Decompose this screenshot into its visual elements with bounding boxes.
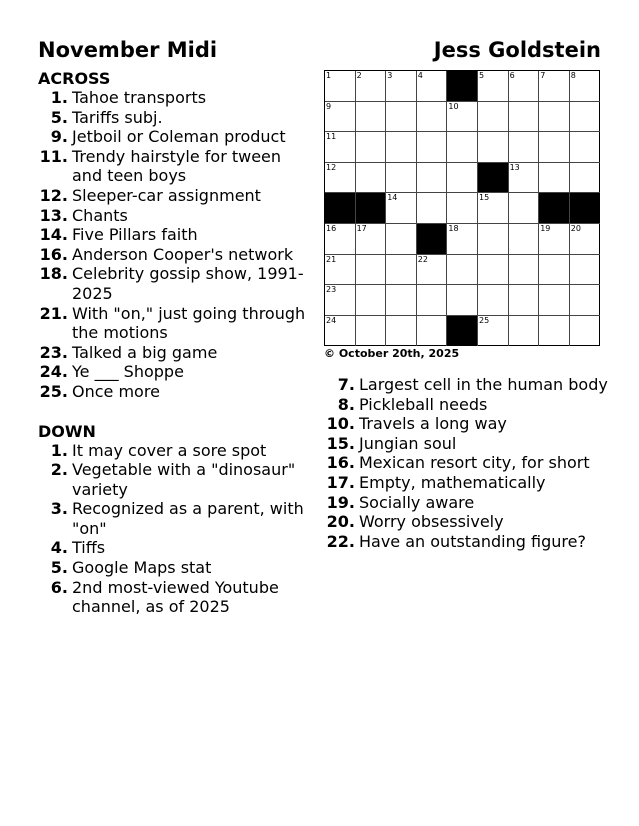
- clue-item: [38, 264, 313, 303]
- clue-number: 5.: [50, 558, 68, 578]
- clue-text: Socially aware: [359, 492, 475, 512]
- clue-number: 6.: [50, 577, 68, 597]
- clue-number: 3.: [50, 499, 68, 519]
- grid-cell[interactable]: [539, 224, 570, 255]
- grid-block: [478, 163, 509, 194]
- clue-number: 4.: [50, 538, 68, 558]
- clue-text: Google Maps stat: [72, 558, 212, 578]
- grid-cell[interactable]: [539, 102, 570, 133]
- clue-number: 11.: [39, 146, 68, 166]
- cell-number: 3: [387, 71, 393, 80]
- grid-cell[interactable]: [325, 71, 356, 102]
- clue-text: Pickleball needs: [359, 394, 488, 414]
- grid-cell[interactable]: [447, 255, 478, 286]
- clue-number: 21.: [39, 303, 68, 323]
- clue-number: 15.: [326, 433, 355, 453]
- clue-item: [38, 460, 313, 499]
- clue-text: 2nd most-viewed Youtube channel, as of 2025: [72, 577, 279, 617]
- clue-text: Anderson Cooper's network: [72, 244, 294, 264]
- clue-item: [38, 343, 313, 363]
- clue-text: It may cover a sore spot: [72, 440, 267, 460]
- cell-number: 2: [356, 71, 362, 80]
- clue-text: With "on," just going through the motions: [72, 303, 306, 343]
- cell-number: 12: [326, 162, 337, 172]
- grid-block: [447, 71, 478, 102]
- clue-text: Five Pillars faith: [72, 225, 198, 245]
- grid-block: [356, 193, 387, 224]
- clue-text: Tariffs subj.: [72, 107, 163, 127]
- cell-number: 9: [326, 101, 332, 111]
- cell-number: 20: [570, 224, 581, 233]
- clue-item: [325, 375, 610, 395]
- clue-item: [38, 245, 313, 265]
- cell-number: 24: [326, 315, 337, 325]
- clue-item: [38, 127, 313, 147]
- cell-number: 5: [479, 71, 485, 80]
- clue-item: [325, 532, 610, 552]
- clue-item: [325, 434, 610, 454]
- cell-number: 21: [326, 254, 337, 264]
- clue-number: 13.: [39, 205, 68, 225]
- grid-cell[interactable]: [447, 132, 478, 163]
- clue-number: 5.: [50, 107, 68, 127]
- grid-cell[interactable]: [356, 316, 387, 347]
- clue-item: [38, 88, 313, 108]
- clue-number: 9.: [50, 127, 68, 147]
- grid-cell[interactable]: [570, 285, 601, 316]
- down-heading: DOWN: [38, 421, 96, 441]
- cell-number: 19: [540, 224, 551, 233]
- grid-cell[interactable]: [570, 255, 601, 286]
- grid-cell[interactable]: [325, 132, 356, 163]
- grid-cell[interactable]: [509, 224, 540, 255]
- grid-cell[interactable]: [509, 255, 540, 286]
- grid-block: [570, 193, 601, 224]
- clue-number: 16.: [39, 244, 68, 264]
- grid-cell[interactable]: [325, 285, 356, 316]
- grid-cell[interactable]: [447, 163, 478, 194]
- cell-number: 25: [479, 315, 490, 325]
- grid-cell[interactable]: [386, 163, 417, 194]
- clue-number: 18.: [39, 264, 68, 284]
- grid-cell[interactable]: [325, 255, 356, 286]
- grid-cell[interactable]: [478, 71, 509, 102]
- clue-item: [325, 512, 610, 532]
- grid-cell[interactable]: [356, 224, 387, 255]
- clue-number: 1.: [50, 88, 68, 107]
- clue-item: [38, 499, 313, 538]
- clue-item: [325, 395, 610, 415]
- clue-item: [38, 108, 313, 128]
- cell-number: 7: [540, 71, 546, 80]
- grid-cell[interactable]: [386, 102, 417, 133]
- clue-item: [38, 304, 313, 343]
- clue-number: 10.: [326, 414, 355, 434]
- clue-item: [38, 382, 313, 402]
- grid-cell[interactable]: [386, 255, 417, 286]
- clue-text: Empty, mathematically: [359, 472, 546, 492]
- cell-number: 1: [326, 71, 332, 80]
- clue-number: 20.: [326, 512, 355, 532]
- grid-cell[interactable]: [447, 102, 478, 133]
- grid-cell[interactable]: [570, 316, 601, 347]
- clue-item: [325, 414, 610, 434]
- grid-cell[interactable]: [417, 71, 448, 102]
- grid-cell[interactable]: [509, 285, 540, 316]
- clue-text: Travels a long way: [359, 414, 507, 434]
- clue-text: Tiffs: [72, 538, 106, 558]
- clues-right-column: [325, 375, 610, 551]
- grid-cell[interactable]: [509, 163, 540, 194]
- grid-cell[interactable]: [509, 193, 540, 224]
- grid-cell[interactable]: [356, 71, 387, 102]
- grid-cell[interactable]: [386, 193, 417, 224]
- grid-cell[interactable]: [386, 224, 417, 255]
- grid-cell[interactable]: [478, 132, 509, 163]
- grid-block: [539, 193, 570, 224]
- clue-item: [325, 473, 610, 493]
- clue-number: 23.: [39, 342, 68, 362]
- clue-text: Have an outstanding figure?: [359, 531, 586, 551]
- cell-number: 22: [417, 254, 428, 264]
- grid-cell[interactable]: [325, 102, 356, 133]
- clue-number: 7.: [337, 375, 355, 394]
- grid-cell[interactable]: [417, 193, 448, 224]
- grid-cell[interactable]: [570, 102, 601, 133]
- grid-block: [325, 193, 356, 224]
- grid-cell[interactable]: [570, 224, 601, 255]
- down-clue-list-continued: [325, 375, 610, 551]
- grid-cell[interactable]: [570, 71, 601, 102]
- copyright-notice: © October 20th, 2025: [324, 347, 460, 360]
- grid-cell[interactable]: [478, 102, 509, 133]
- grid-cell[interactable]: [417, 102, 448, 133]
- grid-cell[interactable]: [478, 255, 509, 286]
- grid-cell[interactable]: [539, 71, 570, 102]
- clue-text: Trendy hairstyle for tween and teen boys: [72, 146, 282, 186]
- grid-cell[interactable]: [478, 193, 509, 224]
- cell-number: 10: [448, 101, 459, 111]
- grid-cell[interactable]: [417, 316, 448, 347]
- grid-cell[interactable]: [539, 132, 570, 163]
- cell-number: 11: [326, 132, 337, 142]
- puzzle-title: November Midi: [38, 38, 218, 62]
- clue-number: 2.: [50, 460, 68, 480]
- grid-cell[interactable]: [417, 132, 448, 163]
- clue-number: 16.: [326, 453, 355, 473]
- clue-item: [38, 147, 313, 186]
- grid-cell[interactable]: [417, 163, 448, 194]
- clue-item: [38, 225, 313, 245]
- grid-cell[interactable]: [325, 316, 356, 347]
- clue-item: [38, 206, 313, 226]
- clue-text: Vegetable with a "dinosaur" variety: [72, 460, 296, 499]
- down-clue-list: [38, 441, 313, 617]
- clue-text: Mexican resort city, for short: [359, 453, 590, 473]
- cell-number: 6: [509, 71, 515, 80]
- grid-cell[interactable]: [509, 71, 540, 102]
- clue-number: 1.: [50, 440, 68, 460]
- cell-number: 14: [387, 193, 398, 203]
- grid-cell[interactable]: [356, 132, 387, 163]
- clue-number: 25.: [39, 381, 68, 401]
- clue-item: [38, 186, 313, 206]
- clue-item: [38, 578, 313, 617]
- grid-cell[interactable]: [447, 193, 478, 224]
- grid-cell[interactable]: [447, 224, 478, 255]
- crossword-grid: [324, 70, 600, 346]
- grid-cell[interactable]: [539, 285, 570, 316]
- grid-cell[interactable]: [478, 285, 509, 316]
- clue-text: Tahoe transports: [72, 88, 207, 107]
- grid-cell[interactable]: [478, 224, 509, 255]
- grid-cell[interactable]: [417, 285, 448, 316]
- clue-item: [325, 493, 610, 513]
- grid-cell[interactable]: [509, 316, 540, 347]
- clue-text: Worry obsessively: [359, 512, 504, 532]
- cell-number: 8: [570, 71, 576, 80]
- clue-number: 19.: [326, 492, 355, 512]
- clue-text: Jetboil or Coleman product: [72, 127, 286, 147]
- grid-cell[interactable]: [478, 316, 509, 347]
- clue-text: Talked a big game: [72, 342, 218, 362]
- clue-item: [38, 558, 313, 578]
- grid-cell[interactable]: [386, 71, 417, 102]
- clue-number: 8.: [337, 394, 355, 414]
- puzzle-author: Jess Goldstein: [433, 38, 601, 62]
- clue-text: Chants: [72, 205, 128, 225]
- grid-cell[interactable]: [539, 316, 570, 347]
- grid-block: [417, 224, 448, 255]
- clue-text: Once more: [72, 381, 160, 401]
- grid-cell[interactable]: [325, 163, 356, 194]
- clue-text: Recognized as a parent, with "on": [72, 499, 304, 538]
- clue-number: 17.: [326, 472, 355, 492]
- cell-number: 18: [448, 224, 459, 233]
- grid-cell[interactable]: [509, 102, 540, 133]
- clue-text: Celebrity gossip show, 1991-2025: [72, 264, 304, 303]
- clue-text: Sleeper-car assignment: [72, 185, 261, 205]
- grid-cell[interactable]: [539, 255, 570, 286]
- grid-cell[interactable]: [570, 163, 601, 194]
- grid-cell[interactable]: [447, 285, 478, 316]
- clues-left-column: [38, 69, 313, 617]
- grid-cell[interactable]: [325, 224, 356, 255]
- cell-number: 4: [417, 71, 423, 80]
- cell-number: 23: [326, 285, 337, 295]
- clue-number: 12.: [39, 185, 68, 205]
- cell-number: 16: [326, 224, 337, 233]
- grid-cell[interactable]: [570, 132, 601, 163]
- clue-number: 14.: [39, 225, 68, 245]
- clue-text: Largest cell in the human body: [359, 375, 608, 394]
- across-clue-list: [38, 88, 313, 402]
- grid-cell[interactable]: [356, 163, 387, 194]
- grid-cell[interactable]: [417, 255, 448, 286]
- grid-cell[interactable]: [356, 285, 387, 316]
- clue-item: [38, 362, 313, 382]
- grid-cell[interactable]: [539, 163, 570, 194]
- grid-cell[interactable]: [509, 132, 540, 163]
- grid-cell[interactable]: [356, 102, 387, 133]
- grid-cell[interactable]: [386, 316, 417, 347]
- grid-block: [447, 316, 478, 347]
- grid-cell[interactable]: [386, 132, 417, 163]
- grid-cell[interactable]: [386, 285, 417, 316]
- clue-item: [38, 538, 313, 558]
- cell-number: 15: [479, 193, 490, 203]
- across-heading: ACROSS: [38, 69, 111, 88]
- clue-number: 22.: [326, 531, 355, 551]
- clue-text: Jungian soul: [359, 433, 457, 453]
- clue-text: Ye ___ Shoppe: [72, 362, 184, 382]
- clue-item: [38, 441, 313, 461]
- clue-item: [325, 453, 610, 473]
- cell-number: 17: [356, 224, 367, 233]
- grid-cell[interactable]: [356, 255, 387, 286]
- clue-number: 24.: [39, 362, 68, 382]
- cell-number: 13: [509, 162, 520, 172]
